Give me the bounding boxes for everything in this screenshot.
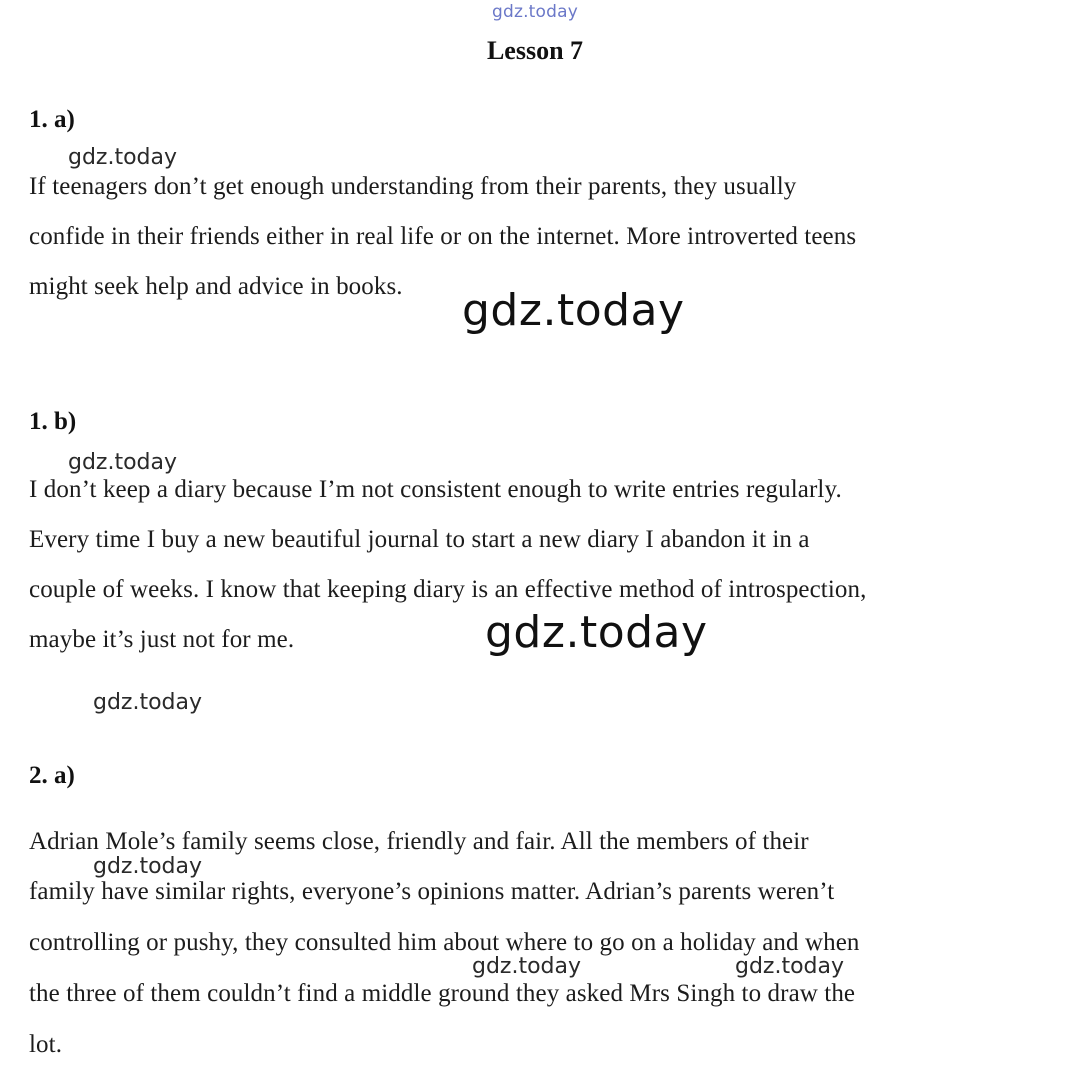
watermark: gdz.today: [93, 854, 203, 879]
watermark: gdz.today: [68, 450, 178, 475]
page-title: Lesson 7: [486, 36, 584, 65]
paragraph-line: family have similar rights, everyone’s opinions matter. Adrian’s parents weren’t: [29, 878, 835, 905]
paragraph-line: Every time I buy a new beautiful journal to start a new diary I abandon it in a: [29, 526, 810, 553]
watermark-large: gdz.today: [462, 285, 685, 336]
paragraph-line: confide in their friends either in real life or on the internet. More introverted teens: [29, 223, 857, 250]
section-heading-2a: 2. a): [29, 762, 75, 789]
paragraph-line: the three of them couldn’t find a middle ground they asked Mrs Singh to draw the: [29, 980, 856, 1007]
paragraph-line: controlling or pushy, they consulted him about where to go on a holiday and when: [29, 929, 860, 956]
watermark: gdz.today: [472, 954, 582, 979]
paragraph-line: lot.: [29, 1031, 63, 1058]
watermark-large: gdz.today: [485, 607, 708, 658]
section-heading-1b: 1. b): [29, 408, 77, 435]
section-heading-1a: 1. a): [29, 106, 75, 133]
watermark: gdz.today: [93, 690, 203, 715]
paragraph-line: Adrian Mole’s family seems close, friendly and fair. All the members of their: [29, 828, 809, 855]
paragraph-line: couple of weeks. I know that keeping diary is an effective method of introspection,: [29, 576, 867, 603]
paragraph-line: maybe it’s just not for me.: [29, 626, 295, 653]
paragraph-line: might seek help and advice in books.: [29, 273, 403, 300]
watermark: gdz.today: [68, 145, 178, 170]
watermark: gdz.today: [735, 954, 845, 979]
watermark-top: gdz.today: [491, 2, 579, 22]
paragraph-line: If teenagers don’t get enough understanding from their parents, they usually: [29, 173, 797, 200]
paragraph-line: I don’t keep a diary because I’m not consistent enough to write entries regularly.: [29, 476, 842, 503]
